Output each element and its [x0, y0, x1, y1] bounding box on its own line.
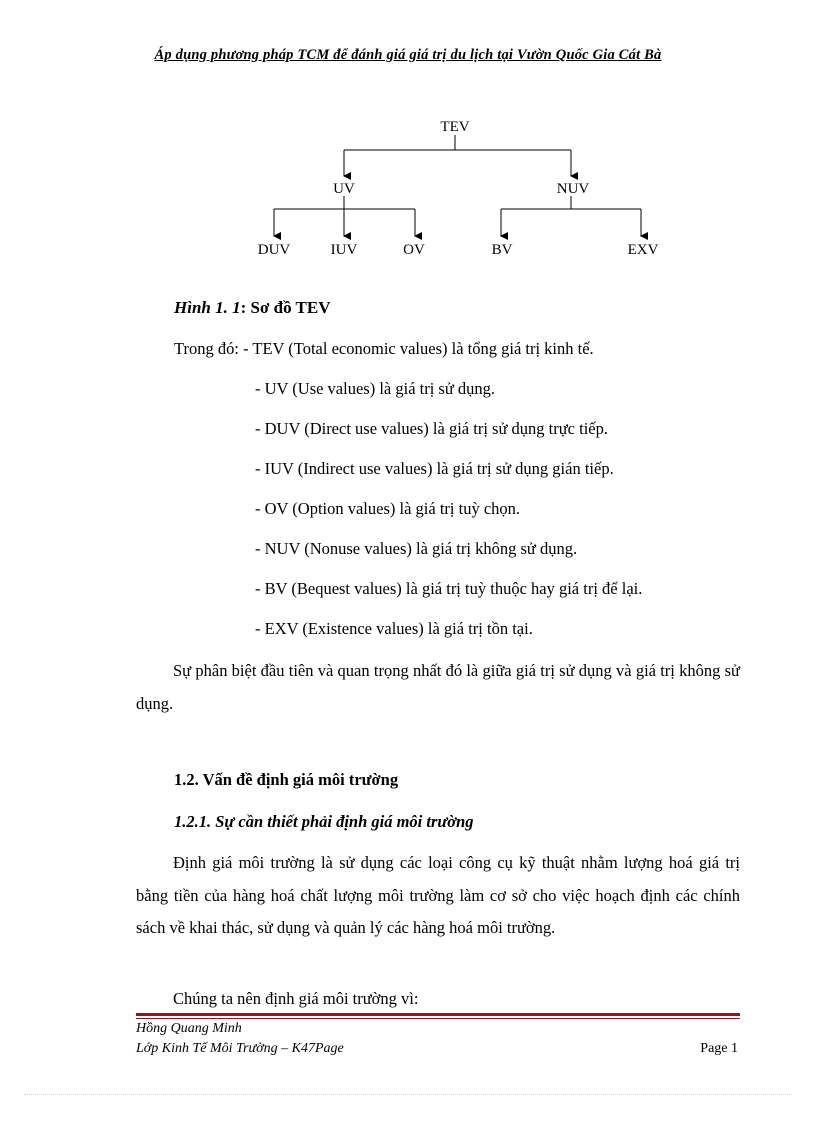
- paragraph-distinction: Sự phân biệt đầu tiên và quan trọng nhất đó là giữa giá trị sử dụng và giá trị không sử dụng.: [136, 661, 740, 713]
- footer-author: Hồng Quang Minh: [136, 1021, 242, 1036]
- node-exv: EXV: [627, 242, 659, 258]
- node-uv: UV: [333, 181, 355, 197]
- definition-item: - BV (Bequest values) là giá trị tuỳ thuộc hay giá trị để lại.: [255, 579, 643, 598]
- footer-class: Lớp Kinh Tế Môi Trường – K47Page: [136, 1041, 344, 1056]
- figure-caption-text: : Sơ đồ TEV: [240, 298, 331, 317]
- node-iuv: IUV: [330, 242, 358, 258]
- definition-item: - NUV (Nonuse values) là giá trị không sử dụng.: [255, 539, 578, 558]
- figure-caption: [174, 298, 331, 318]
- footer-rule-thick: [136, 1013, 740, 1016]
- document-header: Áp dụng phương pháp TCM để đánh giá giá trị du lịch tại Vườn Quốc Gia Cát Bà: [154, 47, 662, 63]
- definition-item: - UV (Use values) là giá trị sử dụng.: [255, 379, 496, 398]
- definition-item: - DUV (Direct use values) là giá trị sử dụng trực tiếp.: [255, 419, 608, 438]
- node-nuv: NUV: [556, 181, 590, 197]
- definition-intro: Trong đó: - TEV (Total economic values) là tổng giá trị kinh tế.: [174, 339, 594, 358]
- paragraph-definition: Định giá môi trường là sử dụng các loại công cụ kỹ thuật nhằm lượng hoá giá trị bằng tiền của hàng hoá chất lượng môi trường làm cơ sở cho việc hoạch định các chính sách về khai thác, sử dụng và quản lý các hàng hoá môi trường.: [136, 853, 740, 937]
- subsection-heading: 1.2.1. Sự cần thiết phải định giá môi trường: [174, 812, 474, 831]
- definition-item: - OV (Option values) là giá trị tuỳ chọn.: [255, 499, 521, 518]
- node-duv: DUV: [257, 242, 291, 258]
- paragraph-reason: Chúng ta nên định giá môi trường vì:: [173, 989, 419, 1008]
- node-ov: OV: [403, 242, 425, 258]
- page-bottom-divider: [24, 1094, 792, 1095]
- node-tev: TEV: [440, 119, 470, 135]
- tev-diagram: [0, 0, 816, 260]
- figure-caption-number: Hình 1. 1: [174, 298, 241, 317]
- definition-item: - IUV (Indirect use values) là giá trị sử dụng gián tiếp.: [255, 459, 614, 478]
- footer-rule-thin: [136, 1018, 740, 1019]
- node-bv: BV: [491, 242, 513, 258]
- definition-item: - EXV (Existence values) là giá trị tồn tại.: [255, 619, 533, 638]
- footer-page-number: Page 1: [700, 1041, 738, 1056]
- section-heading: 1.2. Vấn đề định giá môi trường: [174, 770, 399, 789]
